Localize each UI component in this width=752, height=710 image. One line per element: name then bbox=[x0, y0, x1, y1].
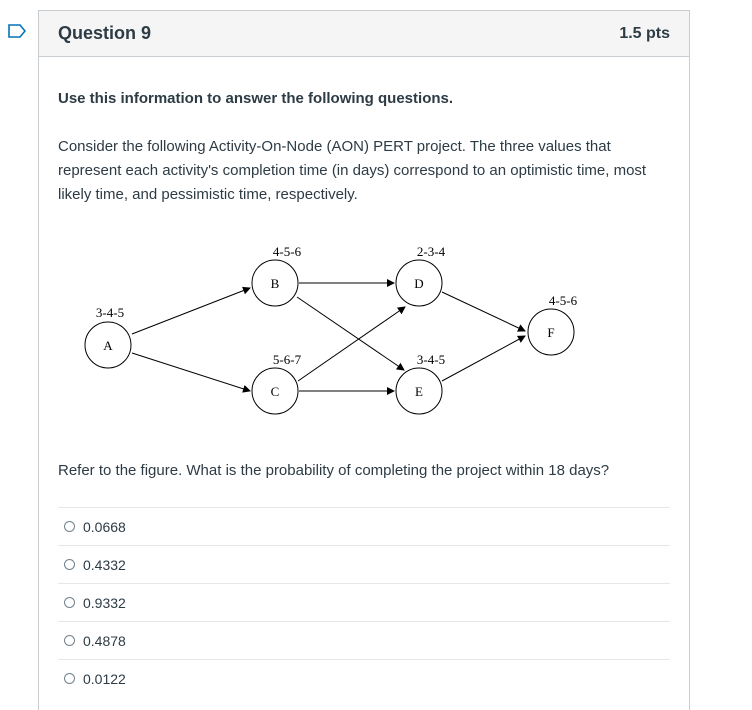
edge-d-f bbox=[442, 292, 525, 331]
node-c-times: 5-6-7 bbox=[272, 352, 302, 367]
answer-label[interactable]: 0.0668 bbox=[83, 518, 126, 535]
answer-option[interactable] bbox=[58, 583, 670, 621]
node-b-times: 4-5-6 bbox=[272, 244, 302, 259]
question-header bbox=[39, 11, 689, 57]
node-b-label: B bbox=[270, 276, 280, 291]
node-f-label: F bbox=[547, 325, 555, 340]
answer-label[interactable]: 0.0122 bbox=[83, 670, 126, 687]
node-a-label: A bbox=[103, 338, 113, 353]
radio-button[interactable] bbox=[64, 635, 75, 646]
edge-a-b bbox=[132, 288, 250, 334]
answer-label[interactable]: 0.4332 bbox=[83, 556, 126, 573]
node-e-times: 3-4-5 bbox=[416, 352, 446, 367]
node-d-label: D bbox=[414, 276, 424, 291]
edge-c-d bbox=[298, 307, 405, 381]
intro-text: Use this information to answer the following questions. bbox=[58, 90, 454, 107]
answer-label[interactable]: 0.4878 bbox=[83, 632, 126, 649]
edge-b-e bbox=[297, 297, 404, 370]
radio-button[interactable] bbox=[64, 673, 75, 684]
answer-list bbox=[58, 507, 670, 697]
radio-button[interactable] bbox=[64, 597, 75, 608]
radio-button[interactable] bbox=[64, 521, 75, 532]
answer-option[interactable] bbox=[58, 659, 670, 697]
answer-option[interactable] bbox=[58, 507, 670, 545]
edge-e-f bbox=[442, 336, 525, 381]
question-title: Question 9 bbox=[58, 23, 152, 43]
answer-option[interactable] bbox=[58, 621, 670, 659]
answer-label[interactable]: 0.9332 bbox=[83, 594, 126, 611]
node-d-times: 2-3-4 bbox=[416, 244, 446, 259]
node-c-label: C bbox=[270, 384, 280, 399]
question-prompt: Refer to the figure. What is the probability of completing the project within 18 days? bbox=[58, 462, 610, 479]
question-points: 1.5 pts bbox=[619, 24, 670, 42]
answer-option[interactable] bbox=[58, 545, 670, 583]
pert-network-diagram bbox=[78, 231, 618, 431]
edge-a-c bbox=[132, 353, 250, 391]
bookmark-icon[interactable] bbox=[8, 24, 26, 38]
node-e-label: E bbox=[415, 384, 423, 399]
radio-button[interactable] bbox=[64, 559, 75, 570]
node-f-times: 4-5-6 bbox=[548, 293, 578, 308]
node-a-times: 3-4-5 bbox=[95, 305, 125, 320]
question-paragraph: Consider the following Activity-On-Node (AON) PERT project. The three values that represent each activity's completion time (in days) correspond to an optimistic time, most likely time, and pessimistic time, respectively. bbox=[58, 138, 647, 203]
question-card bbox=[38, 10, 690, 710]
